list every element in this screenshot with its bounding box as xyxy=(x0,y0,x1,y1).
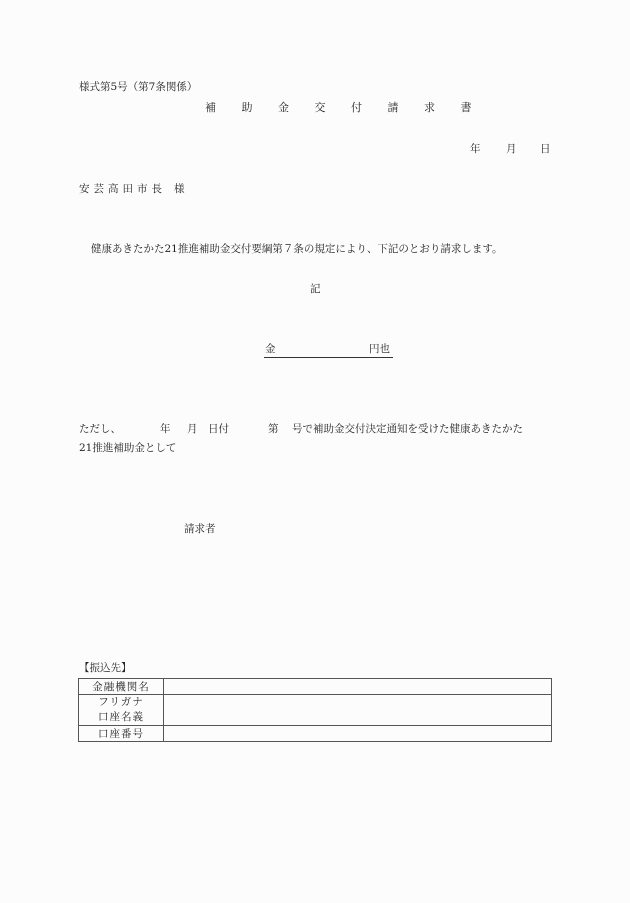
account-holder-label xyxy=(79,695,164,726)
table-row xyxy=(79,695,552,726)
title-char: 請 xyxy=(387,101,399,114)
date-month-label: 月 xyxy=(506,143,517,155)
bank-name-field[interactable] xyxy=(164,679,552,695)
title-char: 交 xyxy=(314,101,326,114)
bank-account-table xyxy=(78,678,552,742)
title-char: 書 xyxy=(460,101,472,114)
proviso-line2: 21推進補助金として xyxy=(79,442,177,454)
title-char: 金 xyxy=(278,101,289,114)
addressee-name: 安芸高田市長 xyxy=(79,183,166,195)
document-title xyxy=(205,102,494,113)
date-day-label: 日 xyxy=(540,143,551,155)
amount-prefix: 金 xyxy=(265,343,276,355)
proviso-year: 年 xyxy=(160,423,171,435)
addressee-honorific: 様 xyxy=(174,183,189,195)
proviso-day: 日付 xyxy=(208,423,229,435)
bank-name-label: 金融機関名 xyxy=(79,679,164,695)
proviso-prefix: ただし、 xyxy=(79,423,121,435)
account-number-label: 口座番号 xyxy=(79,726,164,742)
ki-label: 記 xyxy=(310,283,321,295)
requester-label: 請求者 xyxy=(184,523,216,535)
proviso-rest: 号で補助金交付決定通知を受けた健康あきたかた xyxy=(292,423,523,435)
form-number: 様式第5号（第7条関係） xyxy=(79,81,198,93)
title-char: 付 xyxy=(351,101,362,114)
proviso-dai: 第 xyxy=(268,423,279,435)
account-number-field[interactable] xyxy=(164,726,552,742)
account-holder-field[interactable] xyxy=(164,695,552,726)
amount-suffix: 円也 xyxy=(369,343,390,355)
body-text: 健康あきたかた21推進補助金交付要綱第７条の規定により、下記のとおり請求します。 xyxy=(91,243,503,255)
title-char: 助 xyxy=(241,101,253,114)
date-year-label: 年 xyxy=(470,143,481,155)
furigana-label: フリガナ xyxy=(98,696,144,708)
proviso-month: 月 xyxy=(187,423,198,435)
addressee xyxy=(79,184,189,195)
table-row xyxy=(79,679,552,695)
amount-field[interactable] xyxy=(264,344,393,358)
table-row xyxy=(79,726,552,742)
title-char: 補 xyxy=(205,101,216,114)
bank-heading: 【振込先】 xyxy=(79,662,132,674)
title-char: 求 xyxy=(424,101,435,114)
account-name-label: 口座名義 xyxy=(98,711,144,723)
